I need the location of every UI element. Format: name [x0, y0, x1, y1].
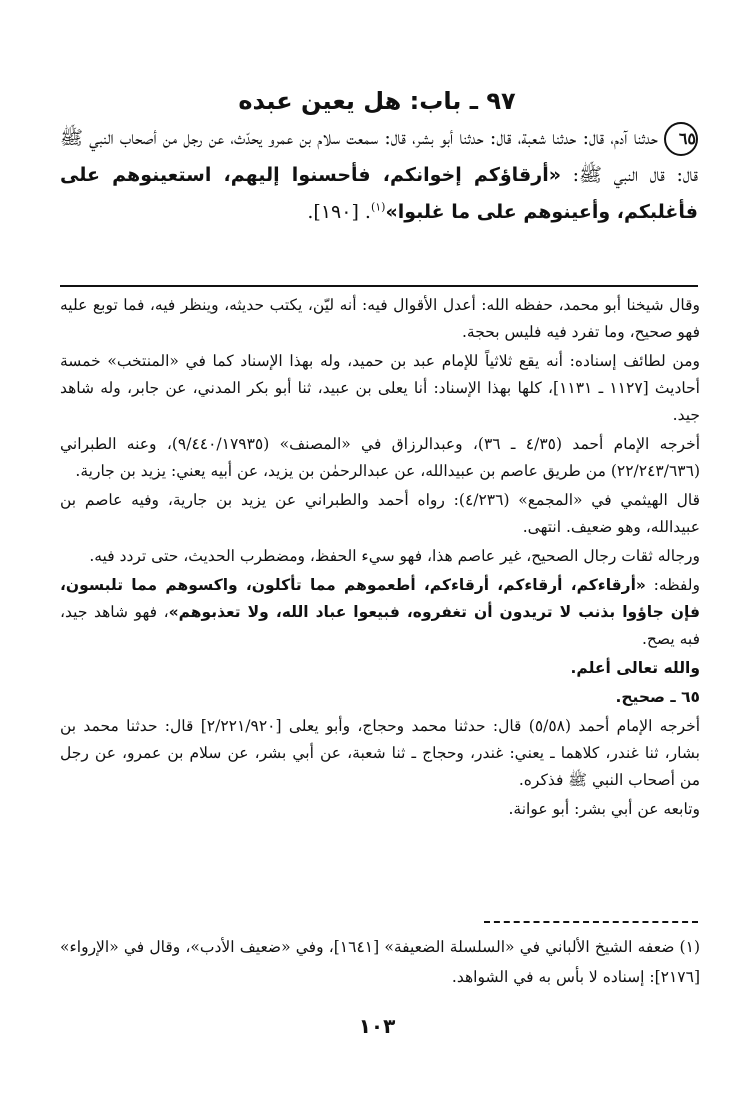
- commentary: [60, 292, 700, 825]
- chapter-title: ٩٧ ـ باب: هل يعين عبده: [238, 87, 516, 115]
- wording-prefix: ولفظه:: [645, 576, 700, 594]
- section-divider: [60, 285, 698, 287]
- commentary-paragraph: وقال شيخنا أبو محمد، حفظه الله: أعدل الأقوال فيه: أنه ليّن، يكتب حديثه، وينظر فيه، فما توبع عليه فهو صحيح، وما تفرد فيه فليس بحجة.: [60, 296, 700, 341]
- commentary-paragraph: [60, 572, 700, 653]
- hadith-number-badge: ٦٥: [664, 122, 698, 156]
- commentary-paragraph: أخرجه الإمام أحمد (٤/٣٥ ـ ٣٦)، وعبدالرزاق في «المصنف» (٩/٤٤٠/١٧٩٣٥)، وعنه الطبراني (٢٢/٢٤٣/٦٣٦) من طريق عاصم بن عبيدالله، عن عبدالرحمٰن بن يزيد، عن أبيه يعني: يزيد بن جارية.: [60, 435, 700, 480]
- footnote-divider: [484, 921, 698, 923]
- hadith-ref: . [١٩٠].: [307, 201, 371, 223]
- commentary-paragraph: أخرجه الإمام أحمد (٥/٥٨) قال: حدثنا محمد وحجاج، وأبو يعلى [٢/٢٢١/٩٢٠] قال: حدثنا محمد بن بشار، ثنا غندر، كلاهما ـ يعني: غندر، وحجاج ـ ثنا شعبة، عن أبي بشر، عن سلام بن عمرو، عن رجل من أصحاب النبي ﷺ فذكره.: [60, 717, 701, 789]
- hadith-matn: «أرقاؤكم إخوانكم، فأحسنوا إليهم، استعينوهم على فأغلبكم، وأعينوهم على ما غلبوا»: [60, 164, 698, 223]
- commentary-paragraph: ومن لطائف إسناده: أنه يقع ثلاثياً للإمام عبد بن حميد، وله بهذا الإسناد كما في «المنتخب» خمسة أحاديث [١١٢٧ ـ ١١٣١]، كلها بهذا الإسناد: أنا يعلى بن عبيد، ثنا أبو بكر المدني، عن جابر، وله شاهد جيد.: [60, 352, 700, 424]
- hadith-text: [60, 120, 698, 231]
- footnote-text: (١) ضعفه الشيخ الألباني في «السلسلة الضعيفة» [١٦٤١]، وفي «ضعيف الأدب»، وقال في «الإرواء» [٢١٧٦]: إسناده لا بأس به في الشواهد.: [60, 938, 701, 986]
- page-number: ١٠٣: [358, 1014, 396, 1038]
- footnote: [60, 932, 700, 992]
- commentary-paragraph: قال الهيثمي في «المجمع» (٤/٢٣٦): رواه أحمد والطبراني عن يزيد بن جارية، وفيه عاصم بن عبيدالله، وهو ضعيف. انتهى.: [60, 491, 700, 536]
- wording-quote: «أرقاءكم، أرقاءكم، أرقاءكم، أطعموهم مما تأكلون، واكسوهم مما تلبسون، فإن جاؤوا بذنب لا تريدون أن تغفروه، فبيعوا عباد الله، ولا تعذبوهم»: [60, 576, 701, 621]
- commentary-paragraph: وتابعه عن أبي بشر: أبو عوانة.: [508, 800, 700, 818]
- hadith-isnad: حدثنا آدم، قال: حدثنا شعبة، قال: حدثنا أبو بشر، قال: سمعت سلام بن عمرو يحدّث، عن رجل من أصحاب النبي ﷺ قال: قال النبي ﷺ:: [60, 127, 698, 186]
- closing-phrase: والله تعالى أعلم.: [570, 659, 700, 677]
- footnote-ref: (١): [370, 200, 386, 214]
- commentary-paragraph: ورجاله ثقات رجال الصحيح، غير عاصم هذا، فهو سيء الحفظ، ومضطرب الحديث، حتى تردد فيه.: [89, 547, 700, 565]
- wording-suffix: ، فهو شاهد جيد، فبه يصح.: [60, 603, 700, 648]
- grading-heading: ٦٥ ـ صحيح.: [615, 688, 700, 706]
